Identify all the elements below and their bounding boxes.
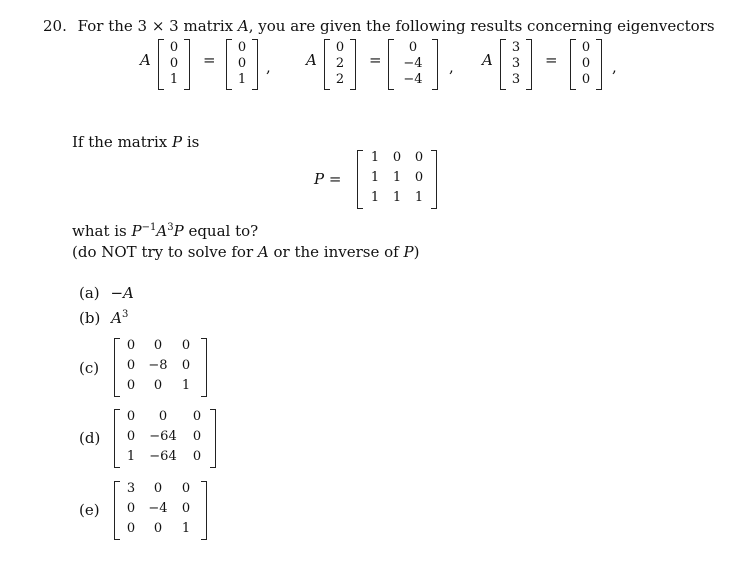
c-cell: 1 [181,378,191,393]
eq2-vec-2: 2 [335,72,345,87]
option-b[interactable] [79,309,128,327]
ask-line-2 [72,243,419,261]
e-cell: 0 [181,481,191,496]
option-a-var: A [123,284,134,302]
eq1-vec-0: 0 [169,40,179,55]
c-cell: 0 [126,358,136,373]
d-cell: 0 [126,409,136,424]
d-cell: 0 [192,429,202,444]
c-cell: 0 [153,378,163,393]
d-cell: 0 [126,429,136,444]
eq1-res-2: 1 [237,72,247,87]
eq2-res-2: −4 [403,72,423,87]
eq3-equals: = [545,51,558,69]
p-cell: 1 [370,190,380,205]
eq1-res-1: 0 [237,56,247,71]
eq3-result [570,39,602,90]
question-intro-post: , you are given the following results concerning eigenvectors [248,17,715,35]
d-cell: −64 [149,429,177,444]
p-cell: 1 [392,170,402,185]
p-cell: 0 [414,170,424,185]
question-intro-pre: For the 3 × 3 matrix [77,17,238,35]
c-cell: 0 [181,338,191,353]
eq2-sep: , [449,58,454,76]
e-cell: 0 [153,481,163,496]
option-b-sup: 3 [121,309,129,320]
eq1-vec-2: 1 [169,72,179,87]
p-cell: 1 [370,170,380,185]
d-cell: −64 [149,449,177,464]
eq2-lhs: A [306,51,317,69]
c-cell: 0 [181,358,191,373]
p-cell: 1 [414,190,424,205]
eq3-lhs: A [482,51,493,69]
eq1-vec-1: 0 [169,56,179,71]
eq3-sep: , [612,58,617,76]
option-b-label: (b) [79,309,101,327]
eq2-vec-0: 0 [335,40,345,55]
d-cell: 0 [192,449,202,464]
p-intro [72,133,199,151]
question-intro-var: A [237,17,249,35]
eq3-vec-2: 3 [511,72,521,87]
eq3-vec-0: 3 [511,40,521,55]
ask-pre: what is [72,222,132,240]
p-intro-post: is [182,133,200,151]
e-cell: −4 [148,501,168,516]
ask2-mid: or the inverse of [268,243,404,261]
eq1-lhs: A [140,51,151,69]
question-text [43,17,715,35]
e-cell: 0 [153,521,163,536]
option-a[interactable] [79,284,134,302]
p-matrix-lhs: P = [314,170,342,188]
ask2-pre: (do NOT try to solve for [72,243,258,261]
ask2-post: ) [413,243,420,261]
ask-inverse-sup: −1 [141,222,157,233]
ask-p2: P [173,222,184,240]
option-d-matrix [114,409,216,468]
ask2-p: P [403,243,414,261]
eq2-res-0: 0 [408,40,418,55]
c-cell: 0 [153,338,163,353]
ask-cube-sup: 3 [167,222,174,233]
ask-line-1 [72,222,258,240]
question-number: 20. [43,17,67,35]
d-cell: 1 [126,449,136,464]
eq2-vec-1: 2 [335,56,345,71]
p-matrix [357,150,437,209]
e-cell: 0 [126,501,136,516]
option-a-label: (a) [79,284,100,302]
d-cell: 0 [192,409,202,424]
eq3-res-1: 0 [581,56,591,71]
option-e-matrix [114,481,207,540]
eq3-vector [500,39,532,90]
c-cell: 0 [126,378,136,393]
p-cell: 0 [414,150,424,165]
eq2-result [388,39,438,90]
c-cell: −8 [148,358,168,373]
p-intro-var: P [171,133,183,151]
ask-p: P [131,222,142,240]
e-cell: 0 [126,521,136,536]
eq1-res-0: 0 [237,40,247,55]
c-cell: 0 [126,338,136,353]
eq3-res-2: 0 [581,72,591,87]
option-d-label: (d) [79,429,101,447]
eq3-vec-1: 3 [511,56,521,71]
ask-post: equal to? [183,222,259,240]
e-cell: 3 [126,481,136,496]
p-cell: 1 [392,190,402,205]
eq1-sep: , [266,58,271,76]
p-intro-pre: If the matrix [72,133,172,151]
eq2-equals: = [369,51,382,69]
ask2-a: A [257,243,269,261]
option-c-label: (c) [79,359,100,377]
eq1-result [226,39,258,90]
eq2-vector [324,39,356,90]
option-a-sign: − [110,284,124,302]
ask-a: A [156,222,168,240]
eq1-vector [158,39,190,90]
p-cell: 1 [370,150,380,165]
option-c-matrix [114,338,207,397]
eq2-res-1: −4 [403,56,423,71]
option-b-var: A [111,309,122,327]
eq3-res-0: 0 [581,40,591,55]
option-e-label: (e) [79,501,100,519]
eq1-equals: = [203,51,216,69]
e-cell: 0 [181,501,191,516]
p-cell: 0 [392,150,402,165]
d-cell: 0 [158,409,168,424]
e-cell: 1 [181,521,191,536]
